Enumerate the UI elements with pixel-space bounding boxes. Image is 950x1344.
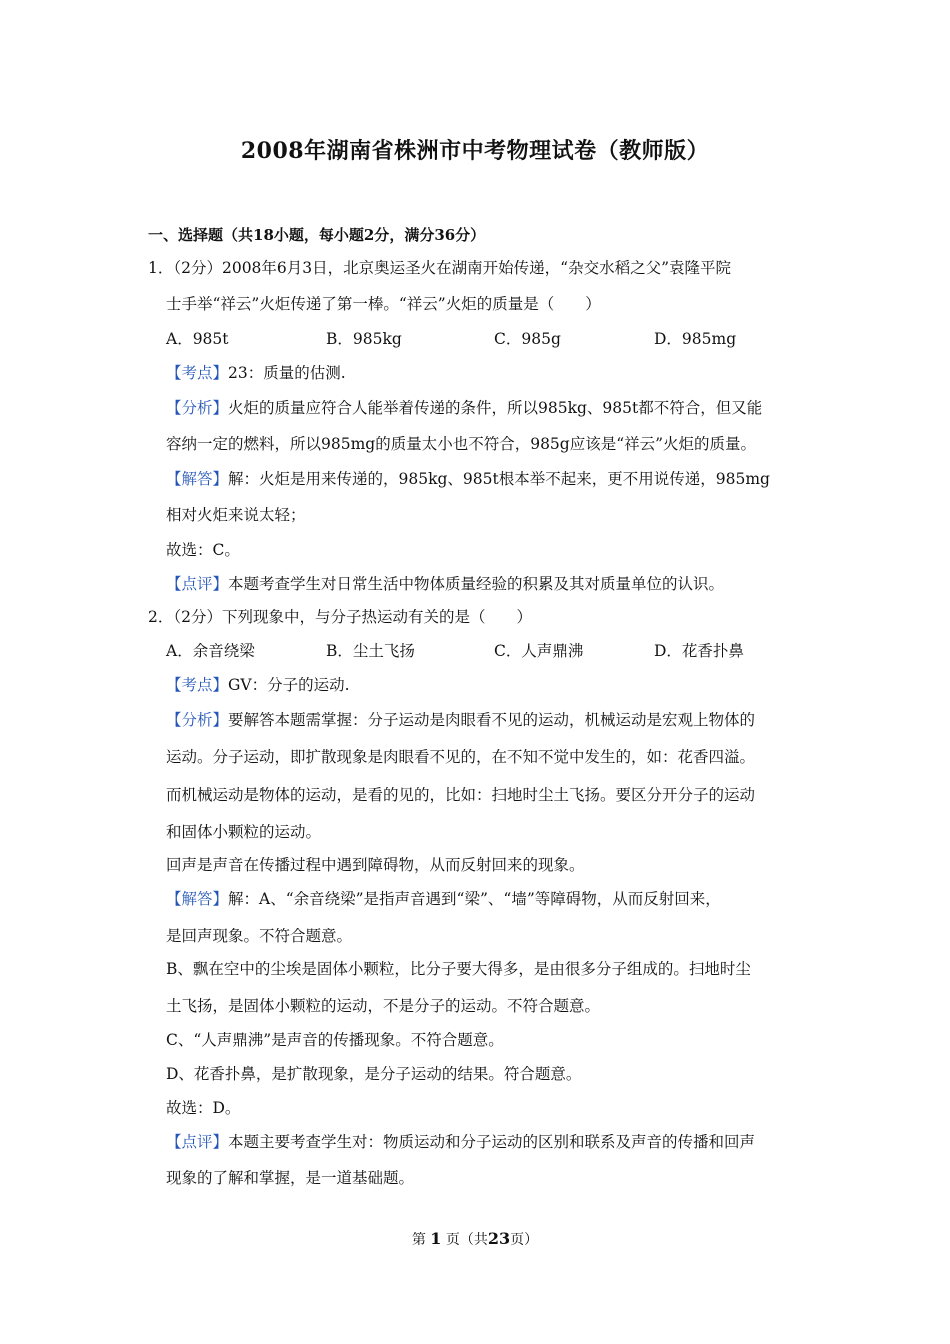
fenxi-tag: 【分析】: [166, 711, 229, 729]
page-footer: [0, 1229, 950, 1249]
q2-fenxi-line5: 回声是声音在传播过程中遇到障碍物，从而反射回来的现象。: [166, 856, 585, 874]
q2-jieda-line1: [166, 889, 721, 909]
footer-prefix: 第: [411, 1232, 426, 1248]
q2-stem-line1: 2．（2分）下列现象中，与分子热运动有关的是（ ）: [148, 608, 532, 626]
q2-option-a: A．余音绕梁: [166, 642, 255, 660]
dianping-tag: 【点评】: [166, 1133, 229, 1151]
kaodian-tag: 【考点】: [166, 364, 229, 382]
q2-option-b: B．尘土飞扬: [326, 642, 415, 660]
jieda-text: 解：火炬是用来传递的，985kg、985t根本举不起来，更不用说传递，985mg: [228, 470, 770, 488]
kaodian-text: 23：质量的估测.: [228, 364, 346, 382]
fenxi-text: 要解答本题需掌握：分子运动是肉眼看不见的运动，机械运动是宏观上物体的: [228, 711, 756, 729]
footer-middle: 页（共: [445, 1232, 488, 1248]
document-title: 2008年湖南省株洲市中考物理试卷（教师版）: [240, 138, 710, 164]
q2-jieda-line3: B、飘在空中的尘埃是固体小颗粒，比分子要大得多，是由很多分子组成的。扫地时尘: [166, 960, 751, 978]
q2-fenxi-line4: 和固体小颗粒的运动。: [166, 823, 322, 841]
q2-option-c: C．人声鼎沸: [494, 642, 584, 660]
q1-option-b: B．985kg: [326, 330, 402, 348]
jieda-text: 解：A、“余音绕梁”是指声音遇到“梁”、“墙”等障碍物，从而反射回来，: [228, 890, 721, 908]
q1-option-a: A．985t: [166, 330, 229, 348]
dianping-text: 本题主要考查学生对：物质运动和分子运动的区别和联系及声音的传播和回声: [228, 1133, 756, 1151]
footer-page-number: 1: [430, 1229, 442, 1248]
q2-option-d: D．花香扑鼻: [654, 642, 744, 660]
kaodian-text: GV：分子的运动.: [228, 676, 350, 694]
q1-answer: 故选：C。: [166, 541, 240, 559]
q2-answer: 故选：D。: [166, 1099, 241, 1117]
q1-stem-line1: 1．（2分）2008年6月3日，北京奥运圣火在湖南开始传递，“杂交水稻之父”袁隆平院: [148, 259, 731, 277]
q2-fenxi-line3: 而机械运动是物体的运动，是看的见的，比如：扫地时尘土飞扬。要区分开分子的运动: [166, 786, 756, 804]
q1-kaodian: [166, 363, 346, 383]
footer-total-pages: 23: [487, 1229, 511, 1248]
q1-jieda-line1: [166, 469, 770, 489]
jieda-tag: 【解答】: [166, 890, 229, 908]
fenxi-tag: 【分析】: [166, 399, 229, 417]
q1-fenxi-line2: 容纳一定的燃料，所以985mg的质量太小也不符合，985g应该是“祥云”火炬的质量。: [166, 435, 757, 453]
q2-kaodian: [166, 675, 350, 695]
q2-fenxi-line2: 运动。分子运动，即扩散现象是肉眼看不见的，在不知不觉中发生的，如：花香四溢。: [166, 748, 756, 766]
dianping-tag: 【点评】: [166, 575, 229, 593]
fenxi-text: 火炬的质量应符合人能举着传递的条件，所以985kg、985t都不符合，但又能: [228, 399, 763, 417]
q1-stem-line2: 士手举“祥云”火炬传递了第一棒。“祥云”火炬的质量是（ ）: [166, 295, 601, 313]
q2-jieda-line5: C、“人声鼎沸”是声音的传播现象。不符合题意。: [166, 1031, 504, 1049]
q1-fenxi-line1: [166, 398, 762, 418]
q1-option-d: D．985mg: [654, 330, 737, 348]
q1-dianping: [166, 574, 724, 594]
q2-jieda-line6: D、花香扑鼻，是扩散现象，是分子运动的结果。符合题意。: [166, 1065, 582, 1083]
q2-jieda-line2: 是回声现象。不符合题意。: [166, 927, 353, 945]
q2-fenxi-line1: [166, 710, 755, 730]
q1-option-c: C．985g: [494, 330, 561, 348]
section-heading: 一、选择题（共18小题，每小题2分，满分36分）: [148, 226, 486, 244]
dianping-text: 本题考查学生对日常生活中物体质量经验的积累及其对质量单位的认识。: [228, 575, 725, 593]
q2-dianping-line1: [166, 1132, 755, 1152]
jieda-tag: 【解答】: [166, 470, 229, 488]
q2-jieda-line4: 土飞扬，是固体小颗粒的运动，不是分子的运动。不符合题意。: [166, 997, 601, 1015]
q2-dianping-line2: 现象的了解和掌握，是一道基础题。: [166, 1169, 415, 1187]
q1-jieda-line2: 相对火炬来说太轻；: [166, 506, 306, 524]
footer-suffix: 页）: [510, 1232, 539, 1248]
kaodian-tag: 【考点】: [166, 676, 229, 694]
